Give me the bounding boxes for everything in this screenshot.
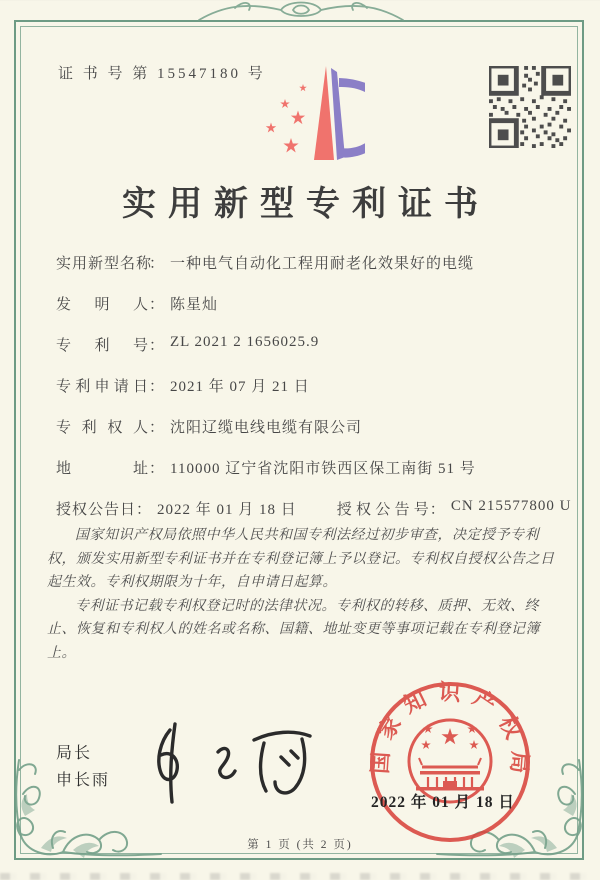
seal-text: 国家知识产权局 (367, 679, 534, 785)
field-value: 2021 年 07 月 21 日 (170, 379, 310, 395)
field-value: 2022 年 01 月 18 日 (157, 502, 297, 518)
field-label: 授权公告日 (56, 502, 137, 518)
field-row-patent-number: 专利号 ： ZL 2021 2 1656025.9 (56, 334, 320, 354)
field-label: 专利号 (56, 338, 149, 354)
certificate-title: 实用新型专利证书 (122, 186, 490, 223)
grant-date-stamp: 2022 年 01 月 18 日 (371, 794, 515, 811)
qr-code (489, 66, 571, 148)
field-list (56, 252, 572, 539)
scan-edge-artifact (0, 873, 600, 880)
field-row-address: 地址 ： 110000 辽宁省沈阳市铁西区保工南街 51 号 (56, 457, 556, 498)
legal-paragraph-1: 国家知识产权局依照中华人民共和国专利法经过初步审查，决定授予专利权，颁发实用新型专利证书并在专利登记簿上予以登记。专利权自授权公告之日起生效。专利权期限为十年，自申请日起算。 (47, 528, 555, 590)
cnipa-logo (243, 56, 365, 164)
field-value: 陈星灿 (170, 297, 219, 313)
field-value: 一种电气自动化工程用耐老化效果好的电缆 (170, 256, 475, 272)
field-label: 授权公告号 (336, 502, 430, 518)
field-label: 专利申请日 (56, 379, 149, 395)
field-value: CN 215577800 U (450, 498, 572, 514)
field-label: 专利权人 (56, 420, 149, 436)
field-row-name: 实用新型名称 ： 一种电气自动化工程用耐老化效果好的电缆 (56, 252, 556, 293)
legal-paragraph-2: 专利证书记载专利权登记时的法律状况。专利权的转移、质押、无效、终止、恢复和专利权人的姓名或名称、国籍、地址变更等事项记载在专利登记簿上。 (47, 598, 540, 661)
field-value: 沈阳辽缆电线电缆有限公司 (170, 420, 363, 436)
official-seal (365, 677, 535, 847)
field-value: ZL 2021 2 1656025.9 (170, 334, 320, 350)
field-label: 实用新型名称 (56, 256, 153, 272)
field-grant-number: 授权公告号 ： CN 215577800 U (336, 498, 572, 518)
commissioner-block (56, 740, 110, 794)
commissioner-signature (132, 716, 327, 808)
field-value: 110000 辽宁省沈阳市铁西区保工南街 51 号 (170, 461, 476, 477)
field-label: 地址 (56, 461, 149, 477)
field-row-filing-date: 专利申请日 ： 2021 年 07 月 21 日 (56, 375, 556, 416)
field-label: 发明人 (56, 297, 149, 313)
legal-text (47, 524, 555, 665)
field-row-patentee: 专利权人 ： 沈阳辽缆电线电缆有限公司 (56, 416, 556, 457)
field-row-inventor: 发明人 ： 陈星灿 (56, 293, 556, 334)
commissioner-name: 申长雨 (56, 772, 111, 789)
page-number: 第 1 页 (共 2 页) (247, 839, 353, 851)
certificate-number: 证 书 号 第 15547180 号 (58, 66, 266, 82)
commissioner-title: 局长 (56, 745, 93, 762)
top-center-flourish-ornament (195, 0, 407, 22)
field-row-grant: 授权公告日 ： 2022 年 01 月 18 日 授权公告号 ： CN 215577800 U (56, 498, 572, 518)
